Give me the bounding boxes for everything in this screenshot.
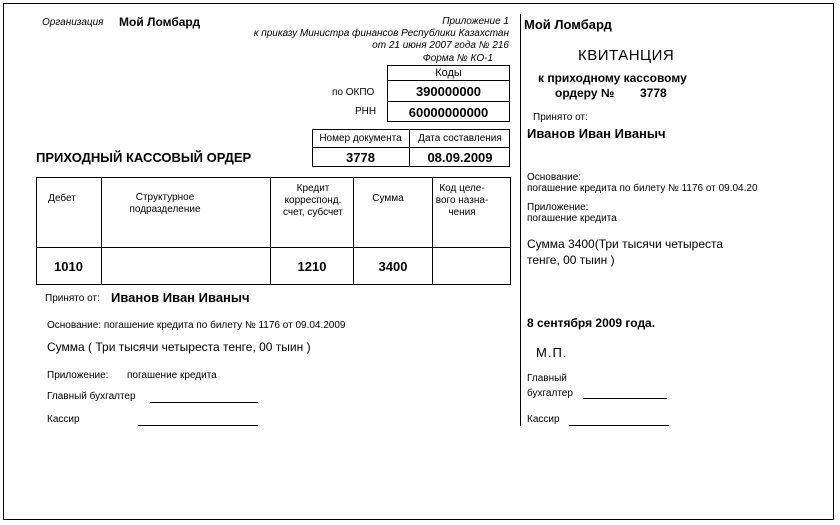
sum-in-words: Сумма ( Три тысячи четыреста тенге, 00 тыин ) (47, 340, 311, 354)
cell-credit: 1210 (297, 259, 327, 274)
appendix-line-2: к приказу Министра финансов Республики Казахстан (253, 28, 509, 39)
basis-line: Основание: погашение кредита по билету № 1176 от 09.04.2009 (47, 320, 346, 331)
form-label: Форма № КО-1 (422, 53, 493, 64)
col-header-sum: Сумма (372, 193, 404, 204)
codes-title: Коды (435, 66, 462, 79)
col-header-purpose-code: Код целе- вого назна- чения (435, 183, 489, 218)
org-name: Мой Ломбард (119, 15, 201, 29)
receipt-stamp-place: М.П. (536, 345, 568, 360)
receipt-chief-signature-line (583, 398, 667, 399)
receipt-org: Мой Ломбард (524, 17, 612, 32)
cell-purpose-code (433, 248, 511, 285)
cell-division (102, 248, 270, 285)
cashier-label: Кассир (47, 414, 80, 425)
chief-accountant-signature-line (150, 402, 258, 403)
col-header-division: Структурное подразделение (129, 192, 201, 215)
doc-number: 3778 (346, 150, 375, 165)
doc-date-header: Дата составления (418, 132, 502, 144)
receipt-title: КВИТАНЦИЯ (578, 47, 675, 64)
received-from-label: Принято от: (45, 293, 100, 304)
okpo-label: по ОКПО (332, 87, 375, 98)
doc-date: 08.09.2009 (427, 150, 493, 165)
col-header-credit: Кредит корреспонд. счет, субсчет (283, 183, 343, 218)
receipt-received-label: Принято от: (533, 112, 588, 123)
chief-accountant-label: Главный бухгалтер (47, 391, 136, 402)
receipt-order-label: ордеру № (555, 86, 615, 100)
receipt-chief-label-1: Главный (527, 373, 567, 384)
receipt-chief-label-2: бухгалтер (527, 388, 573, 399)
appendix-label: Приложение: (47, 370, 109, 381)
rnn-value: 60000000000 (408, 104, 489, 120)
document-title: ПРИХОДНЫЙ КАССОВЫЙ ОРДЕР (36, 150, 252, 165)
appendix-line-3: от 21 июня 2007 года № 216 (372, 40, 509, 51)
receipt-received-name: Иванов Иван Иваныч (527, 126, 666, 141)
receipt-basis-label: Основание: (527, 172, 582, 183)
received-from-name: Иванов Иван Иваныч (111, 290, 250, 305)
cell-sum: 3400 (378, 259, 408, 274)
receipt-sum-line-1: Сумма 3400(Три тысячи четыреста (527, 237, 724, 251)
doc-number-header: Номер документа (319, 132, 402, 144)
cashier-signature-line (138, 425, 258, 426)
appendix-line-1: Приложение 1 (442, 16, 509, 27)
receipt-cashier-signature-line (569, 425, 669, 426)
rnn-label: РНН (355, 106, 377, 117)
receipt-date: 8 сентября 2009 года. (527, 316, 656, 330)
appendix-value: погашение кредита (127, 370, 217, 381)
receipt-cashier-label: Кассир (527, 414, 560, 425)
receipt-basis-value: погашение кредита по билету № 1176 от 09.04.20 (527, 183, 758, 194)
receipt-appendix-value: погашение кредита (527, 213, 617, 224)
cell-debit: 1010 (54, 259, 83, 274)
receipt-subtitle-1: к приходному кассовому (538, 71, 687, 85)
org-label: Организация (42, 17, 104, 28)
tear-off-divider (520, 14, 521, 426)
col-header-debit: Дебет (48, 193, 76, 204)
receipt-order-number: 3778 (640, 86, 667, 100)
okpo-value: 390000000 (415, 83, 482, 99)
receipt-sum-line-2: тенге, 00 тыин ) (527, 253, 615, 267)
receipt-appendix-label: Приложение: (527, 202, 589, 213)
